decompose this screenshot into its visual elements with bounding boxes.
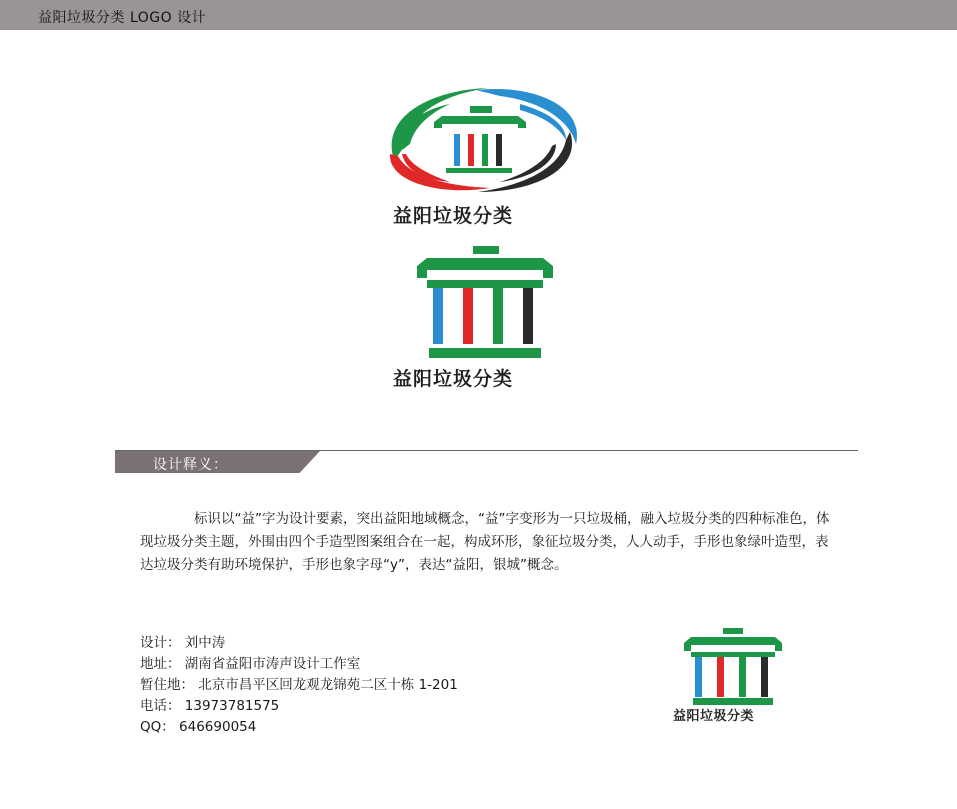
bin-base	[429, 348, 541, 358]
blue-stripe	[695, 657, 702, 697]
logo-wordmark-small: 益阳垃圾分类	[673, 709, 755, 724]
bin-base	[693, 698, 773, 705]
blue-stripe	[454, 134, 460, 166]
green-stripe	[493, 288, 503, 344]
blue-stripe	[433, 288, 443, 344]
phone-line: 电话： 13973781575	[140, 698, 280, 714]
bin-lid-top	[723, 628, 743, 634]
section-title: 设计释义：	[153, 457, 228, 473]
bin-lid-top	[470, 106, 492, 113]
black-stripe	[523, 288, 533, 344]
logo-with-rings	[380, 82, 580, 197]
logo-bin-small	[683, 628, 783, 706]
address-line: 地址： 湖南省益阳市涛声设计工作室	[140, 656, 361, 672]
logo-wordmark-medium: 益阳垃圾分类	[393, 368, 514, 390]
black-hand-arc	[478, 132, 572, 192]
qq-line: QQ： 646690054	[140, 719, 257, 735]
design-description	[140, 508, 830, 577]
designer-line: 设计： 刘中涛	[140, 635, 226, 651]
temp-address-line: 暂住地： 北京市昌平区回龙观龙锦苑二区十栋 1-201	[140, 677, 458, 693]
logo-bin-only	[415, 246, 555, 362]
title-bar	[0, 0, 957, 30]
black-stripe	[496, 134, 502, 166]
black-stripe	[761, 657, 768, 697]
green-stripe	[482, 134, 488, 166]
green-stripe	[739, 657, 746, 697]
description-text: 标识以“益”字为设计要素，突出益阳地域概念，“益”字变形为一只垃圾桶，融入垃圾分类的四种标准色，体现垃圾分类主题，外围由四个手造型图案组合在一起，构成环形，象征垃圾分类，人人动手，手形也象绿叶造型，表达垃圾分类有助环境保护，手形也象字母“y”，表达“益阳，银城”概念。	[140, 511, 830, 573]
logo-wordmark-large: 益阳垃圾分类	[393, 205, 514, 227]
contact-info	[140, 633, 458, 738]
bin-base	[446, 168, 512, 173]
bin-lid	[434, 116, 526, 128]
bin-lid	[417, 258, 553, 278]
page-title: 益阳垃圾分类 LOGO 设计	[38, 10, 207, 26]
section-divider	[115, 450, 858, 451]
red-stripe	[463, 288, 473, 344]
red-stripe	[717, 657, 724, 697]
red-stripe	[468, 134, 474, 166]
bin-lid-top	[473, 246, 499, 254]
bin-lid	[684, 637, 782, 651]
